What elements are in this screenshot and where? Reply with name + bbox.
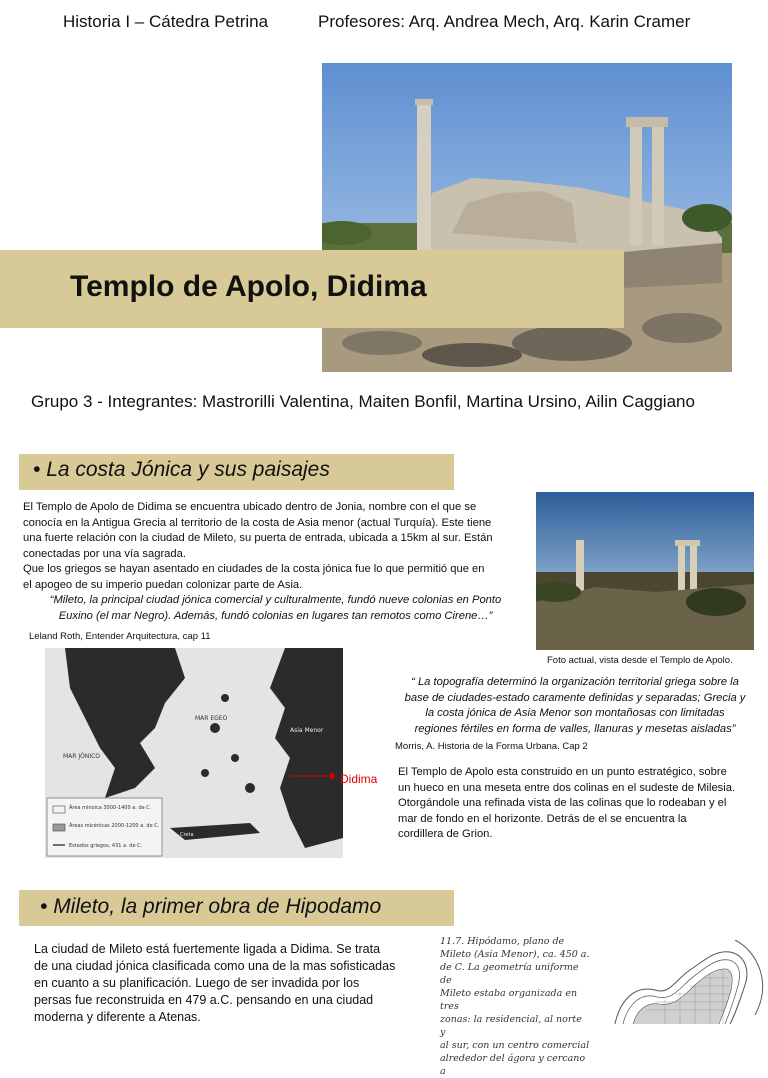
roth-quote xyxy=(23,593,528,624)
roth-source: Leland Roth, Entender Arquitectura, cap 11 xyxy=(29,631,211,642)
text-line: conocía en la Antigua Grecia al territorio de la costa de Asia menor (actual Turquía). Este tiene xyxy=(23,516,492,529)
section1-heading-text: La costa Jónica y sus paisajes xyxy=(46,458,330,481)
photo-caption: Foto actual, vista desde el Templo de Apolo. xyxy=(547,655,733,666)
map-label-mar-jonico: MAR JÓNICO xyxy=(63,753,101,760)
didima-label: Didima xyxy=(340,772,378,786)
quote-line: “Mileto, la principal ciudad jónica comercial y culturalmente, fundó nueve colonias en Ponto xyxy=(49,594,502,606)
text-line: un hueco en una meseta entre dos colinas en el sudeste de Milesia. xyxy=(398,781,736,794)
view-from-temple-photo xyxy=(536,492,754,650)
map-label-creta: Creta xyxy=(180,832,194,838)
greece-map xyxy=(45,648,343,858)
miletus-plan-caption xyxy=(440,935,590,1078)
text-line: el apogeo de su imperio puedan colonizar parte de Asia. xyxy=(23,578,303,591)
strategic-location-paragraph xyxy=(398,765,758,843)
caption-line: 11.7. Hipódamo, plano de xyxy=(440,936,565,947)
text-line: conectadas por una vía sagrada. xyxy=(23,547,186,560)
text-line: una fuerte relación con la ciudad de Mileto, su puerta de entrada, ubicada a 15km al sur. Están xyxy=(23,532,493,544)
caption-line: Mileto estaba organizada en tres xyxy=(440,988,578,1012)
caption-line: Mileto (Asia Menor), ca. 450 a. xyxy=(440,949,590,960)
group-members: Grupo 3 - Integrantes: Mastrorilli Valentina, Maiten Bonfil, Martina Ursino, Ailin Caggiano xyxy=(31,392,695,411)
section2-paragraph xyxy=(34,941,429,1026)
course-header: Historia I – Cátedra Petrina xyxy=(63,12,269,31)
text-line: El Templo de Apolo de Didima se encuentra ubicado dentro de Jonia, nombre con el que se xyxy=(23,501,477,513)
text-line: moderna y diferente a Atenas. xyxy=(34,1010,201,1024)
page-title: Templo de Apolo, Didima xyxy=(70,270,427,303)
section2-heading: • Mileto, la primer obra de Hipodamo xyxy=(40,895,382,918)
text-line: mar de fondo en el horizonte. Detrás de el se encuentra la xyxy=(398,812,687,825)
text-line: de una ciudad jónica clasificada como una de la mas sofisticadas xyxy=(34,959,396,973)
miletus-plan-drawing xyxy=(595,940,768,1024)
quote-line: regiones fértiles en forma de valles, llanuras y mesetas aisladas” xyxy=(414,722,736,735)
quote-line: la costa jónica de Asia Menor son montañosas con limitadas xyxy=(425,707,725,719)
map-legend-greek-states: Estados griegos, 431 a. de C. xyxy=(69,843,143,849)
section1-heading: • La costa Jónica y sus paisajes xyxy=(33,458,330,481)
text-line: persas fue reconstruida en 479 a.C. pensando en una ciudad xyxy=(34,993,374,1007)
map-label-mar-egeo: MAR EGEO xyxy=(195,715,228,722)
text-line: El Templo de Apolo esta construido en un punto estratégico, sobre xyxy=(398,766,727,778)
quote-line: Euxino (el mar Negro). Además, fundó colonias en lugares tan remotos como Cirene…” xyxy=(58,609,493,622)
map-legend-minoan: Área minoica 3000-1400 a. de C. xyxy=(69,805,152,811)
morris-quote xyxy=(395,675,755,737)
caption-line: alrededor del ágora y cercano a xyxy=(440,1053,586,1077)
map-label-asia-menor: Asia Menor xyxy=(290,727,324,734)
text-line: Otorgándole una refinada vista de las colinas que lo rodeaban y el xyxy=(398,797,727,809)
text-line: en cuanto a su planificación. Luego de ser invadida por los xyxy=(34,976,360,990)
section2-heading-text: Mileto, la primer obra de Hipodamo xyxy=(53,895,382,918)
quote-line: “ La topografía determinó la organización territorial griega sobre la xyxy=(411,676,739,688)
didima-arrow-icon xyxy=(290,769,336,781)
morris-source: Morris, A. Historia de la Forma Urbana. Cap 2 xyxy=(395,741,588,752)
caption-line: de C. La geometría uniforme de xyxy=(440,962,579,986)
caption-line: zonas: la residencial, al norte y xyxy=(440,1014,582,1038)
map-legend-mycenaean: Áreas micénicas 2000-1200 a. de C. xyxy=(69,823,160,829)
text-line: Que los griegos se hayan asentado en ciudades de la costa jónica fue lo que permitió que en xyxy=(23,563,485,575)
professors-header: Profesores: Arq. Andrea Mech, Arq. Karin Cramer xyxy=(318,12,691,31)
text-line: La ciudad de Mileto está fuertemente ligada a Didima. Se trata xyxy=(34,942,381,956)
quote-line: base de ciudades-estado caramente definidas y separadas; Grecia y xyxy=(404,691,746,704)
section1-paragraph xyxy=(23,500,528,593)
caption-line: al sur, con un centro comercial xyxy=(440,1040,590,1051)
text-line: cordillera de Grion. xyxy=(398,828,493,840)
